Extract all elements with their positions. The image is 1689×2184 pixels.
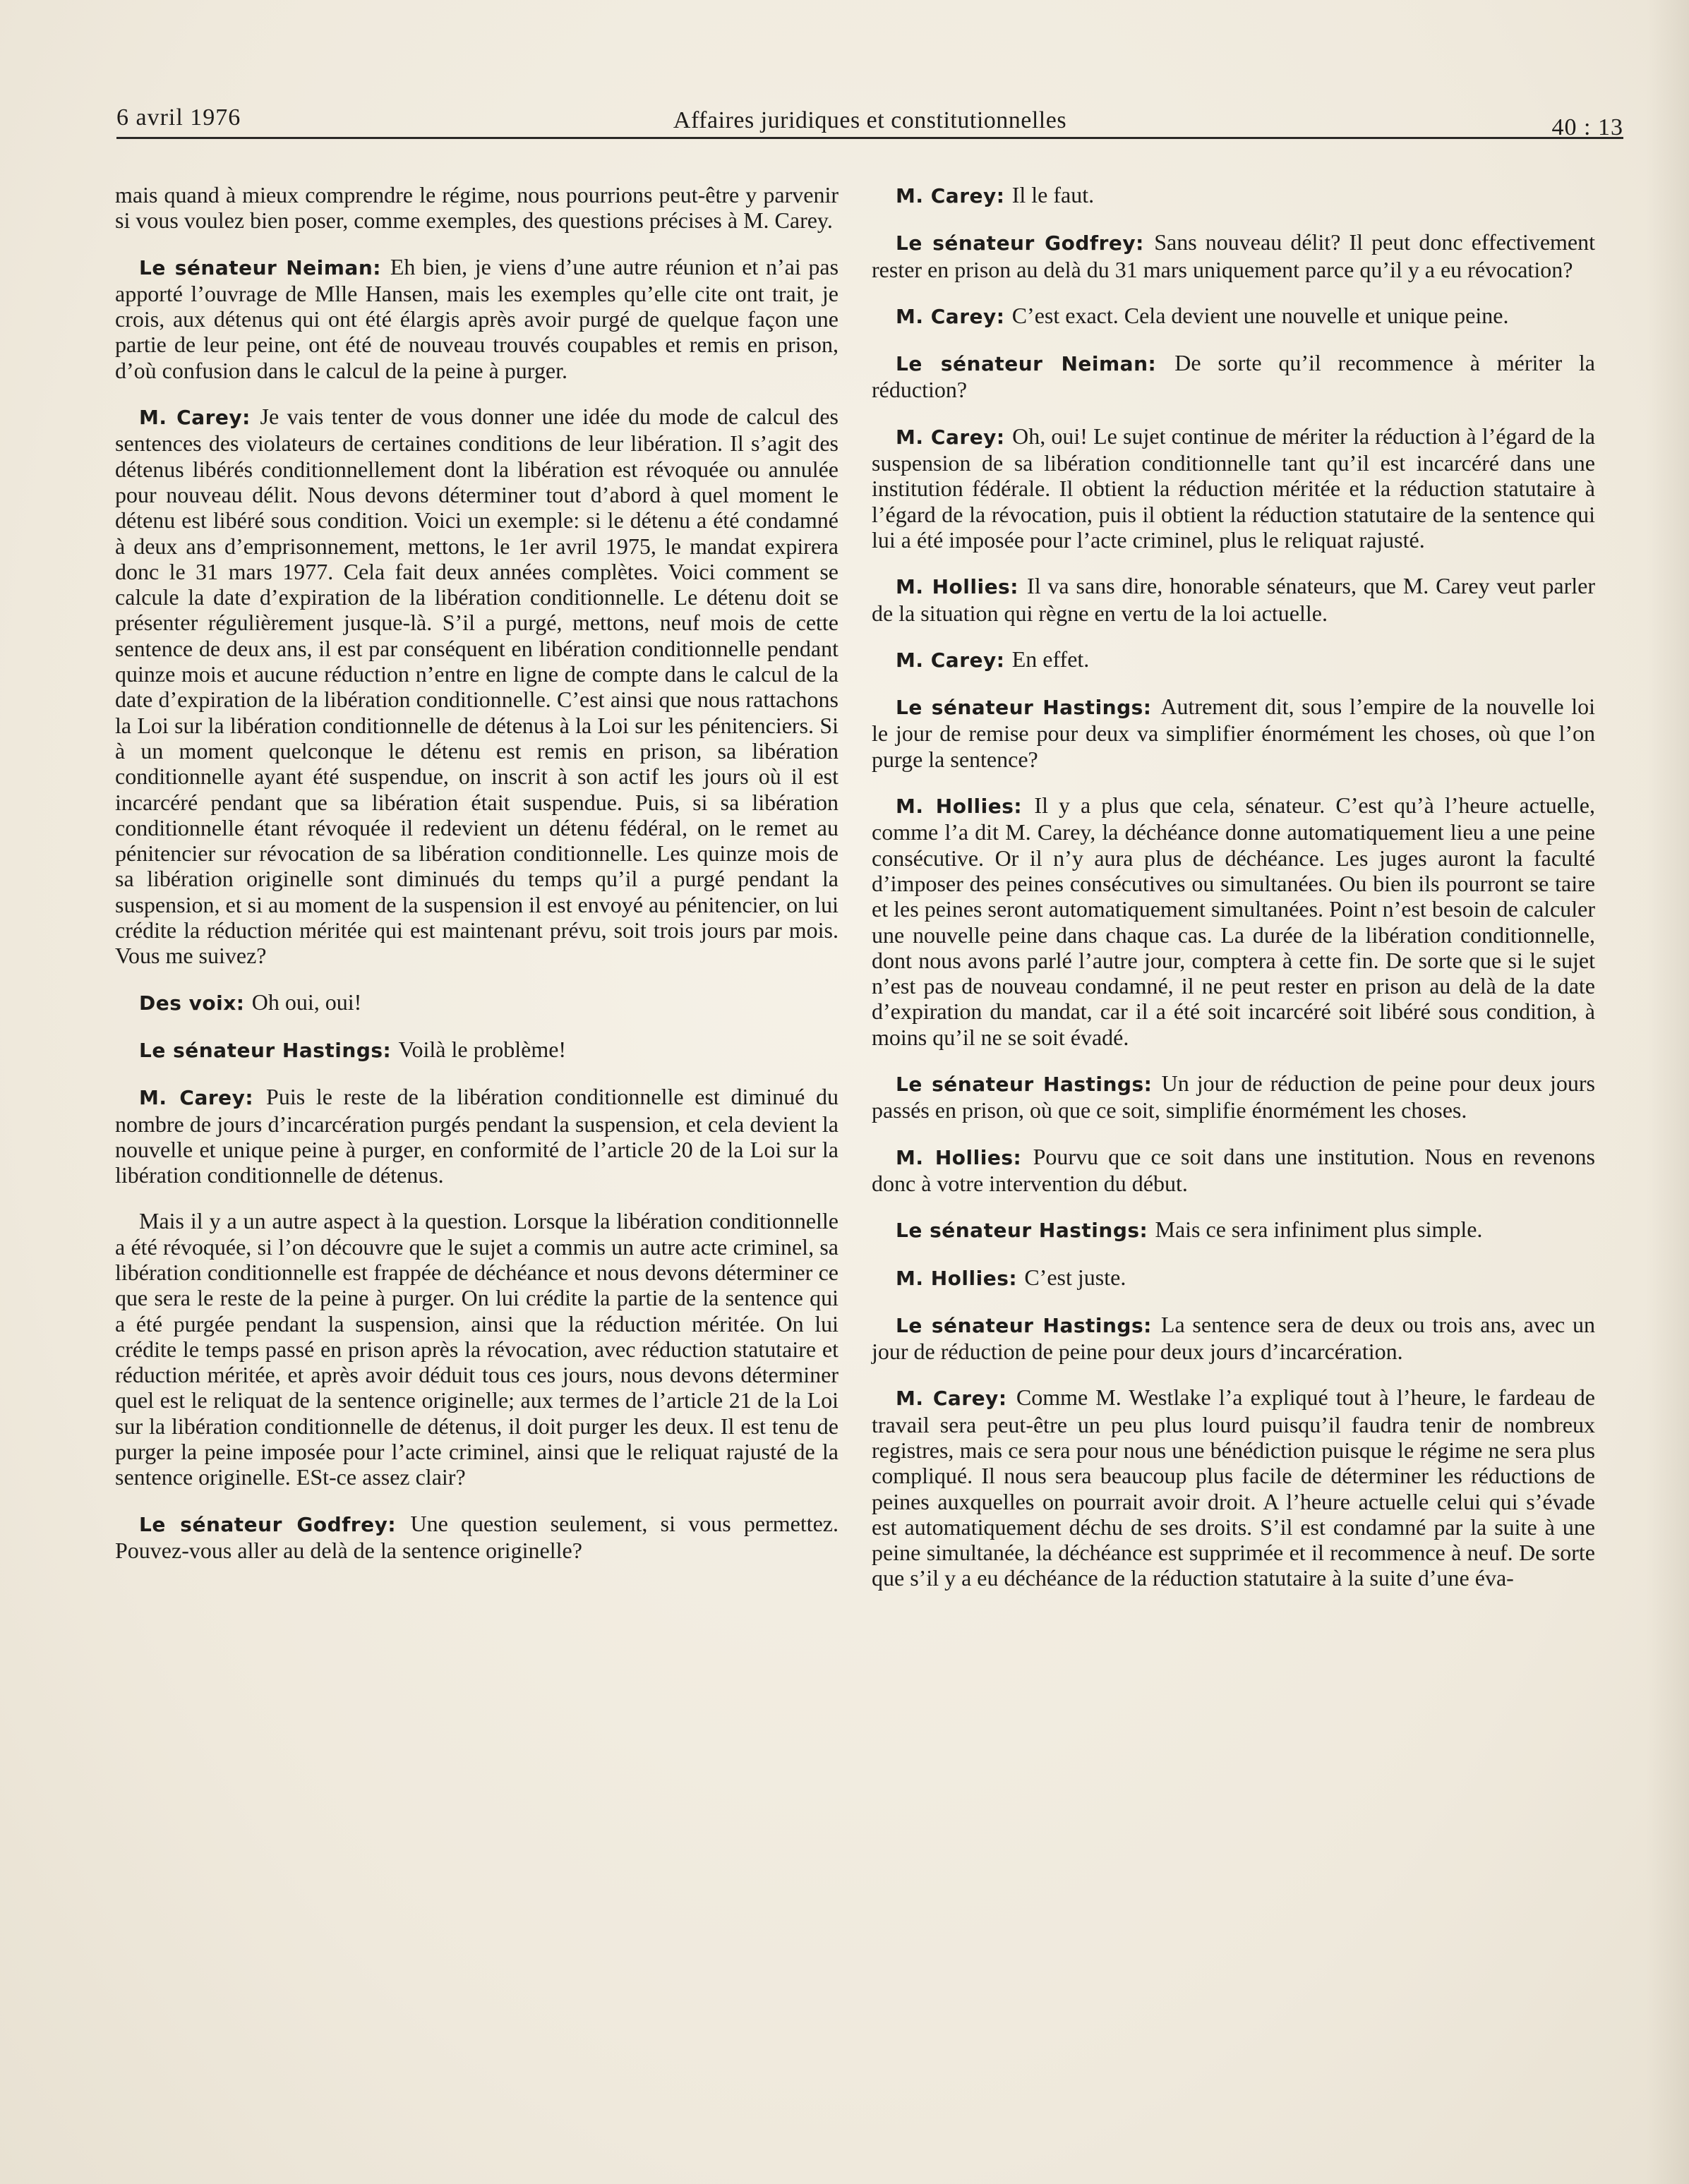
paragraph-text: C’est exact. Cela devient une nouvelle et unique peine. xyxy=(1011,302,1509,328)
transcript-paragraph xyxy=(872,1384,1595,1591)
page-number: 40 : 13 xyxy=(1551,114,1623,140)
left-column xyxy=(115,182,839,1583)
header-title: Affaires juridiques et constitutionnelles xyxy=(673,107,1067,133)
speaker-name: Le sénateur Godfrey: xyxy=(139,1512,397,1536)
transcript-paragraph xyxy=(872,229,1595,282)
transcript-paragraph xyxy=(872,1070,1595,1123)
speaker-name: Le sénateur Neiman: xyxy=(896,352,1157,376)
speaker-name: Le sénateur Hastings: xyxy=(896,1313,1152,1337)
transcript-paragraph xyxy=(872,792,1595,1050)
transcript-paragraph xyxy=(115,404,839,969)
transcript-paragraph xyxy=(115,1511,839,1564)
transcript-paragraph xyxy=(872,1217,1595,1243)
transcript-paragraph xyxy=(115,989,839,1016)
transcript-paragraph xyxy=(115,254,839,383)
paragraph-text: Il le faut. xyxy=(1011,182,1095,207)
paragraph-text: Mais il y a un autre aspect à la question. Lorsque la libération conditionnelle a été révoquée, si l’on découvre que le sujet a commis un autre acte criminel, sa libération conditionnelle est frappée de déchéance et nous devons déterminer ce que sera le reste de la peine à purger. On lui crédite la partie de la sentence qui a été purgée pendant la suspension, ainsi que la réduction méritée. On lui crédite le temps passé en prison après la révocation, avec réduction statutaire et réduction méritée, et après avoir déduit tous ces jours, nous devons déterminer quel est le reliquat de la sentence originelle; aux termes de l’article 21 de la Loi sur la libération conditionnelle de détenus, il doit purger les deux. Il est tenu de purger la peine imposée pour l’acte criminel, ainsi que le reliquat rajusté de la sentence originelle. ESt-ce assez clair? xyxy=(115,1208,839,1490)
header-date: 6 avril 1976 xyxy=(116,104,241,131)
transcript-paragraph xyxy=(115,1037,839,1063)
paragraph-text: mais quand à mieux comprendre le régime, nous pourrions peut-être y parvenir si vous voulez bien poser, comme exemples, des questions précises à M. Carey. xyxy=(115,182,839,234)
paragraph-text: C’est juste. xyxy=(1024,1264,1126,1290)
transcript-paragraph xyxy=(872,1265,1595,1291)
paragraph-text: Pourvu que ce soit dans une institution. Nous en revenons donc à votre intervention du début. xyxy=(872,1143,1596,1196)
paragraph-text: Un jour de réduction de peine pour deux jours passés en prison, où que ce soit, simplifie énormément les choses. xyxy=(872,1070,1596,1123)
speaker-name: M. Carey: xyxy=(896,425,1005,449)
transcript-paragraph xyxy=(115,182,839,234)
paragraph-text: En effet. xyxy=(1011,646,1090,672)
speaker-name: M. Carey: xyxy=(139,1086,254,1110)
speaker-name: Le sénateur Hastings: xyxy=(896,1219,1148,1243)
paragraph-text: Puis le reste de la libération conditionnelle est diminué du nombre de jours d’incarcération purgés pendant la suspension, et cela devient la nouvelle et unique peine à purger, en conformité de l’article 20 de la Loi sur la libération conditionnelle de détenus. xyxy=(115,1084,839,1188)
speaker-name: Le sénateur Godfrey: xyxy=(896,231,1144,255)
speaker-name: M. Carey: xyxy=(896,648,1005,672)
speaker-name: Le sénateur Neiman: xyxy=(139,255,381,279)
paragraph-text: Voilà le problème! xyxy=(398,1036,567,1062)
transcript-paragraph xyxy=(872,694,1595,772)
speaker-name: M. Carey: xyxy=(896,304,1005,328)
speaker-name: M. Hollies: xyxy=(896,1145,1022,1169)
paragraph-text: Sans nouveau délit? Il peut donc effectivement rester en prison au delà du 31 mars uniquement parce qu’il y a eu révocation? xyxy=(872,229,1596,282)
paragraph-text: Je vais tenter de vous donner une idée du mode de calcul des sentences des violateurs de certaines conditions de leur libération. Il s’agit des détenus libérés conditionnellement dont la libération est révoquée ou annulée pour nouveau délit. Nous devons déterminer tout d’abord à quel moment le détenu est libéré sous condition. Voici un exemple: si le détenu a été condamné à deux ans d’emprisonnement, mettons, le 1er avril 1975, le mandat expirera donc le 31 mars 1977. Cela fait deux années complètes. Voici comment se calcule la date d’expiration de la libération conditionnelle. Le détenu doit se présenter régulièrement jusque-là. S’il a purgé, mettons, neuf mois de cette sentence de deux ans, il est par conséquent en libération conditionnelle pendant quinze mois et aucune réduction n’entre en ligne de compte dans le calcul de la date d’expiration de la libération conditionnelle. C’est ainsi que nous rattachons la Loi sur la libération conditionnelle de détenus à la Loi sur les pénitenciers. Si à un moment quelconque le détenu est remis en prison, sa libération conditionnelle ayant été suspendue, on inscrit à son actif les jours où il est incarcéré pendant que sa libération était suspendue. Puis, si sa libération conditionnelle étant révoquée il redevient un détenu fédéral, on le remet au pénitencier sur révocation de sa libération conditionnelle. Les quinze mois de sa libération originelle sont diminués du temps qu’il a purgé pendant la suspension, et si au moment de la suspension il est envoyé au pénitencier, on lui crédite la réduction méritée qui est maintenant prévu, soit trois jours par mois. Vous me suivez? xyxy=(115,404,839,969)
transcript-paragraph xyxy=(872,1144,1595,1197)
paragraph-text: La sentence sera de deux ou trois ans, avec un jour de réduction de peine pour deux jours d’incarcération. xyxy=(872,1311,1596,1365)
speaker-name: M. Hollies: xyxy=(896,1266,1018,1290)
page-edge-shadow xyxy=(1647,0,1689,2184)
transcript-paragraph xyxy=(872,182,1595,209)
paragraph-text: Il va sans dire, honorable sénateurs, que M. Carey veut parler de la situation qui règne en vertu de la loi actuelle. xyxy=(872,573,1595,626)
page-header xyxy=(116,104,1623,139)
transcript-paragraph xyxy=(872,573,1595,626)
transcript-paragraph xyxy=(115,1084,839,1188)
paragraph-text: De sorte qu’il recommence à mériter la réduction? xyxy=(872,350,1596,403)
speaker-name: Des voix: xyxy=(139,991,245,1015)
paragraph-text: Oh, oui! Le sujet continue de mériter la réduction à l’égard de la suspension de sa libération conditionnelle tant qu’il est incarcéré dans une institution fédérale. Il obtient la réduction méritée et la réduction statutaire à l’égard de la révocation, puis il obtient la réduction statutaire de la sentence qui lui a été imposée pour l’acte criminel, plus le reliquat rajusté. xyxy=(872,423,1595,553)
paragraph-text: Comme M. Westlake l’a expliqué tout à l’heure, le fardeau de travail sera peut-être un peu plus lourd puisqu’il faudra tenir de nombreux registres, mais ce sera pour nous une bénédiction puisque le régime ne sera plus compliqué. Il nous sera beaucoup plus facile de déterminer les réductions de peines auxquelles on pourrait avoir droit. A l’heure actuelle celui qui s’évade est automatiquement déchu de ses droits. S’il est condamné par la suite à une peine simultanée, la déchéance est supprimée et il recommence à neuf. De sorte que s’il y a eu déchéance de la réduction statutaire à la suite d’une éva- xyxy=(872,1384,1595,1591)
paragraph-text: Il y a plus que cela, sénateur. C’est qu’à l’heure actuelle, comme l’a dit M. Carey, la déchéance donne automatiquement lieu a une peine consécutive. Or il n’y aura plus de déchéance. Les juges auront la faculté d’imposer des peines consécutives ou simultanées. Ou bien ils pourront se taire et les peines seront automatiquement simultanées. Point n’est besoin de calculer une nouvelle peine dans chaque cas. La durée de la libération conditionnelle, dont nous avons parlé l’autre jour, comptera à cette fin. De sorte que si le sujet n’est pas de nouveau condamné, il ne peut rester en prison au delà de la date d’expiration du mandat, car il a été soit incarcéré soit libéré sous condition, à moins qu’il ne se soit évadé. xyxy=(872,792,1595,1050)
transcript-paragraph xyxy=(872,350,1595,403)
paragraph-text: Eh bien, je viens d’une autre réunion et n’ai pas apporté l’ouvrage de Mlle Hansen, mais les exemples qu’elle cite ont trait, je crois, aux détenus qui ont été élargis après avoir purgé de quelque façon une partie de leur peine, ont été de nouveau trouvés coupables et remis en prison, d’où confusion dans le calcul de la peine à purger. xyxy=(115,253,839,383)
transcript-paragraph xyxy=(115,1208,839,1490)
speaker-name: M. Hollies: xyxy=(896,575,1018,599)
transcript-paragraph xyxy=(872,423,1595,553)
transcript-paragraph xyxy=(872,1312,1595,1365)
speaker-name: M. Carey: xyxy=(896,1387,1007,1411)
paragraph-text: Autrement dit, sous l’empire de la nouvelle loi le jour de remise pour deux va simplifier énormément les choses, où que l’on purge la sentence? xyxy=(872,694,1596,772)
speaker-name: Le sénateur Hastings: xyxy=(896,1073,1153,1097)
speaker-name: M. Carey: xyxy=(896,184,1005,207)
paragraph-text: Oh oui, oui! xyxy=(251,989,362,1015)
transcript-paragraph xyxy=(872,303,1595,330)
speaker-name: Le sénateur Hastings: xyxy=(139,1038,392,1062)
speaker-name: M. Hollies: xyxy=(896,795,1023,819)
speaker-name: Le sénateur Hastings: xyxy=(896,696,1152,720)
speaker-name: M. Carey: xyxy=(139,406,251,430)
paragraph-text: Une question seulement, si vous permettez. Pouvez-vous aller au delà de la sentence originelle? xyxy=(115,1510,839,1563)
paragraph-text: Mais ce sera infiniment plus simple. xyxy=(1155,1217,1483,1243)
transcript-paragraph xyxy=(872,646,1595,673)
right-column xyxy=(872,182,1595,1612)
